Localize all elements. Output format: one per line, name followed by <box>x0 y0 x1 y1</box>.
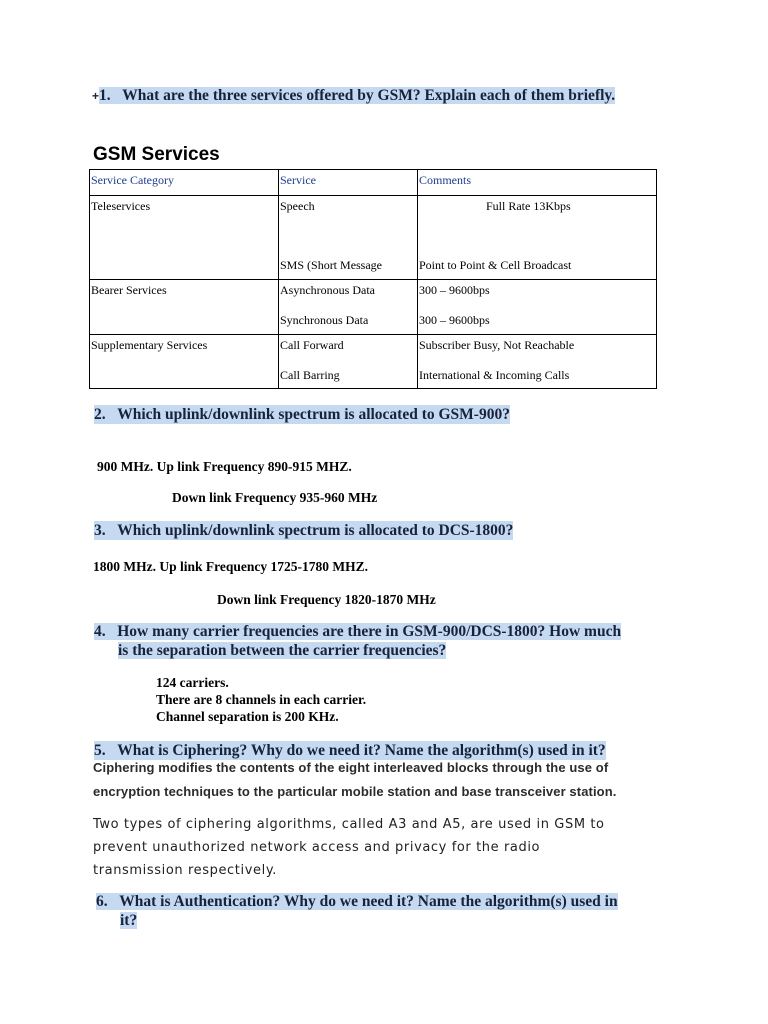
answer-5-paragraph-2-line-3: transmission respectively. <box>93 863 277 878</box>
service-cell: Asynchronous Data <box>280 283 375 297</box>
row-comments <box>418 280 657 335</box>
row-category: Bearer Services <box>90 280 279 335</box>
header-service-category: Service Category <box>90 170 279 196</box>
question-3 <box>94 521 513 540</box>
comment-cell: 300 – 9600bps <box>419 313 490 327</box>
service-cell: Synchronous Data <box>280 313 369 327</box>
answer-4-line-3: Channel separation is 200 KHz. <box>156 709 339 724</box>
header-comments: Comments <box>418 170 657 196</box>
question-4 <box>94 622 621 660</box>
row-services <box>279 196 418 280</box>
answer-3-line-1: 1800 MHz. Up link Frequency 1725-1780 MHZ. <box>93 559 368 574</box>
row-services <box>279 280 418 335</box>
question-4-number: 4. <box>94 623 106 640</box>
question-4-line-1: How many carrier frequencies are there in GSM-900/DCS-1800? How much <box>117 623 622 640</box>
question-3-text: Which uplink/downlink spectrum is allocated to DCS-1800? <box>117 522 514 539</box>
question-6 <box>96 892 618 930</box>
question-3-number: 3. <box>94 522 106 539</box>
answer-5-paragraph-1-line-2: encryption techniques to the particular mobile station and base transceiver station. <box>93 784 617 799</box>
question-6-line-2: it? <box>120 912 138 929</box>
service-cell: SMS (Short Message <box>280 258 383 272</box>
question-4-line-2: is the separation between the carrier frequencies? <box>118 642 447 659</box>
bullet-marker: + <box>92 89 100 103</box>
row-comments <box>418 196 657 280</box>
comment-cell: Point to Point & Cell Broadcast <box>419 258 572 272</box>
row-services <box>279 335 418 389</box>
answer-4-line-1: 124 carriers. <box>156 675 229 690</box>
row-category: Supplementary Services <box>90 335 279 389</box>
question-5-number: 5. <box>94 742 106 759</box>
question-2-number: 2. <box>94 406 106 423</box>
comment-cell: International & Incoming Calls <box>419 368 570 382</box>
question-2 <box>94 405 510 424</box>
service-cell: Speech <box>280 199 315 213</box>
question-1-number: 1. <box>99 87 111 104</box>
answer-2-line-1: 900 MHz. Up link Frequency 890-915 MHZ. <box>97 459 352 474</box>
comment-cell: Subscriber Busy, Not Reachable <box>419 338 575 352</box>
table-row <box>90 196 657 280</box>
question-6-line-1: What is Authentication? Why do we need it? Name the algorithm(s) used in <box>119 893 618 910</box>
answer-5-paragraph-1-line-1: Ciphering modifies the contents of the eight interleaved blocks through the use of <box>93 760 609 775</box>
table-row <box>90 280 657 335</box>
comment-cell: Full Rate 13Kbps <box>486 199 571 213</box>
question-1-text: What are the three services offered by GSM? Explain each of them briefly. <box>122 87 616 104</box>
table-row <box>90 335 657 389</box>
answer-4-line-2: There are 8 channels in each carrier. <box>156 692 367 707</box>
service-cell: Call Barring <box>280 368 340 382</box>
comment-cell: 300 – 9600bps <box>419 283 490 297</box>
answer-5-paragraph-2-line-2: prevent unauthorized network access and privacy for the radio <box>93 840 541 855</box>
question-5 <box>94 741 606 760</box>
question-6-number: 6. <box>96 893 108 910</box>
question-5-text: What is Ciphering? Why do we need it? Name the algorithm(s) used in it? <box>117 742 606 759</box>
header-service: Service <box>279 170 418 196</box>
row-comments <box>418 335 657 389</box>
question-1 <box>92 86 615 106</box>
answer-2-line-2: Down link Frequency 935-960 MHz <box>172 490 378 505</box>
gsm-services-table <box>89 169 657 389</box>
service-cell: Call Forward <box>280 338 344 352</box>
answer-3-line-2: Down link Frequency 1820-1870 MHz <box>217 592 436 607</box>
answer-5-paragraph-2-line-1: Two types of ciphering algorithms, called A3 and A5, are used in GSM to <box>93 817 605 832</box>
row-category: Teleservices <box>90 196 279 280</box>
gsm-services-title: GSM Services <box>93 144 220 165</box>
table-header-row <box>90 170 657 196</box>
question-2-text: Which uplink/downlink spectrum is allocated to GSM-900? <box>117 406 510 423</box>
